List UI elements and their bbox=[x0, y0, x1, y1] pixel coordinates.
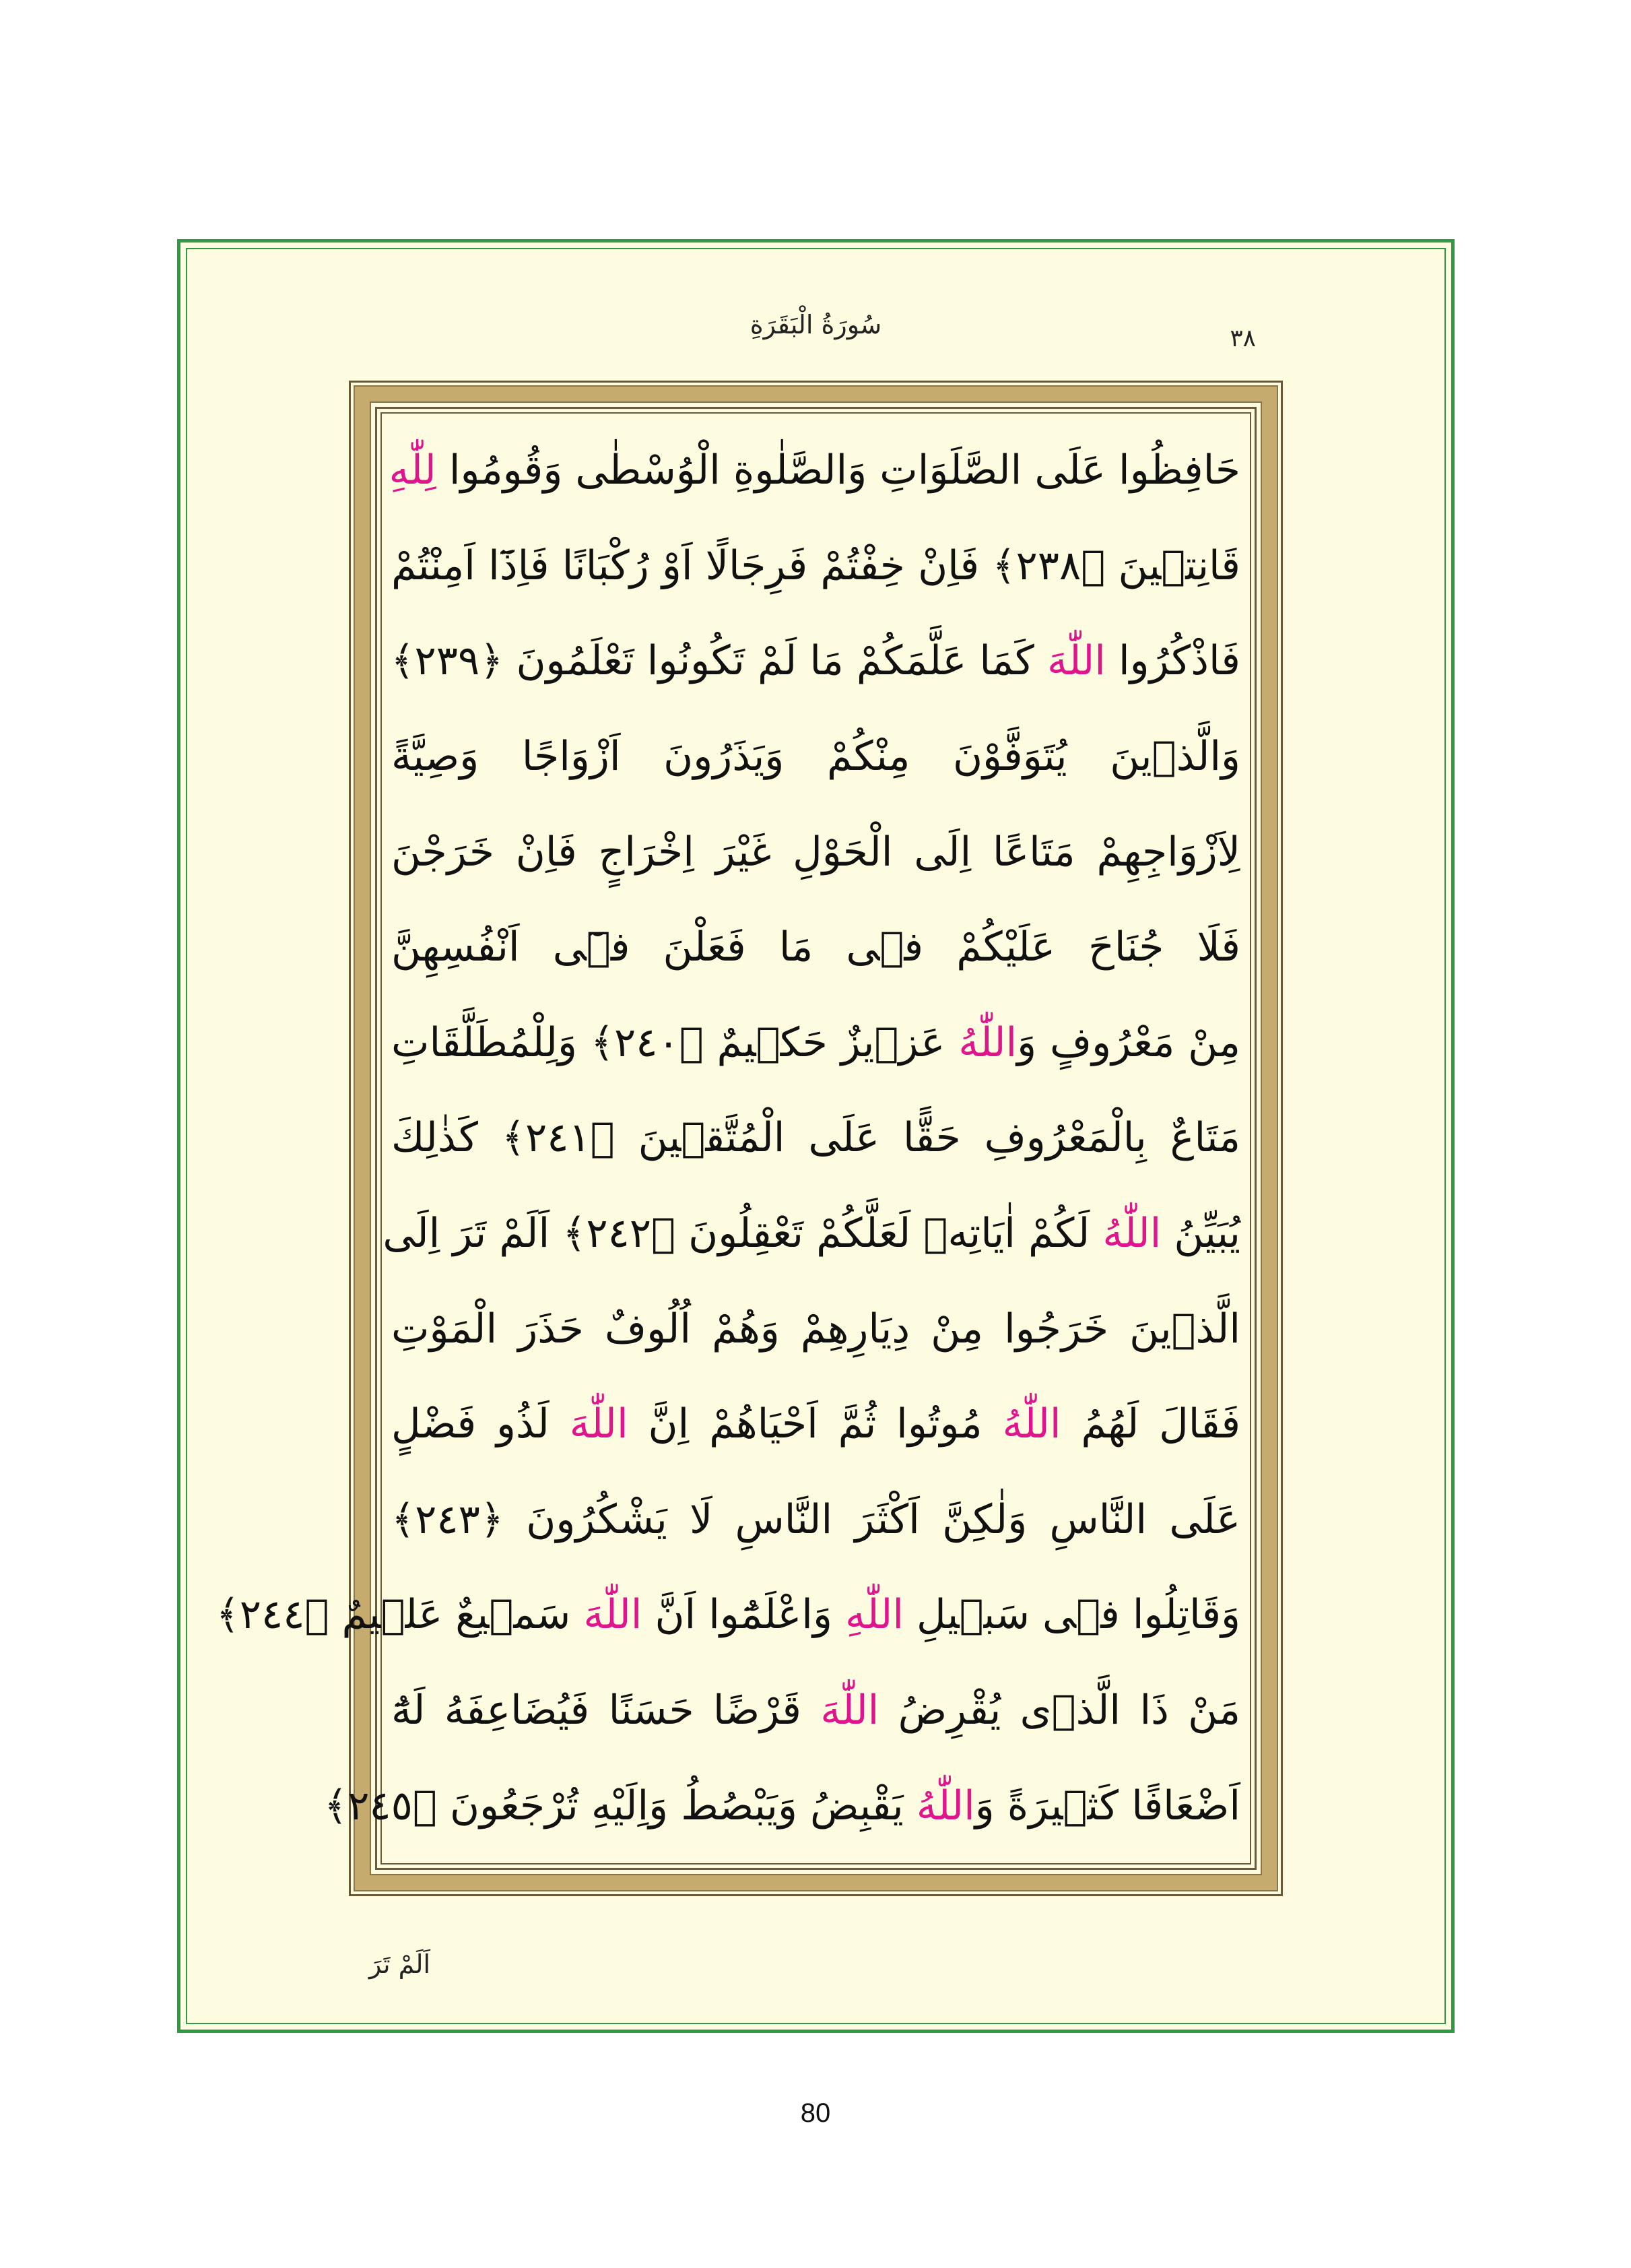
book-page-number: 80 bbox=[800, 2098, 831, 2128]
divine-name: اللّٰهَ bbox=[569, 1400, 628, 1448]
divine-name: اللّٰهُ bbox=[1102, 1210, 1162, 1258]
verse-line: حَافِظُوا عَلَى الصَّلَوَاتِ وَالصَّلٰوةِ الْوُسْطٰى وَقُومُوا لِلّٰهِ bbox=[389, 447, 1240, 494]
verse-line: مِنْ مَعْرُوفٍ وَاللّٰهُ عَزٖيزٌ حَكٖيمٌ ﴿٢٤٠﴾ وَلِلْمُطَلَّقَاتِ bbox=[391, 1018, 1240, 1066]
verse-line: يُبَيِّنُ اللّٰهُ لَكُمْ اٰيَاتِهٖ لَعَلَّكُمْ تَعْقِلُونَ ﴿٢٤٢﴾ اَلَمْ تَرَ اِلَى bbox=[382, 1210, 1240, 1258]
divine-name: اللّٰهُ bbox=[916, 1782, 975, 1829]
catchword: اَلَمْ تَرَ bbox=[369, 1949, 431, 1979]
verse-line: وَالَّذٖينَ يُتَوَفَّوْنَ مِنْكُمْ وَيَذَرُونَ اَزْوَاجًا وَصِيَّةً bbox=[391, 733, 1240, 781]
verse-line: فَاذْكُرُوا اللّٰهَ كَمَا عَلَّمَكُمْ مَا لَمْ تَكُونُوا تَعْلَمُونَ ﴿٢٣٩﴾ bbox=[391, 637, 1240, 685]
verse-line: لِاَزْوَاجِهِمْ مَتَاعًا اِلَى الْحَوْلِ غَيْرَ اِخْرَاجٍ فَاِنْ خَرَجْنَ bbox=[391, 828, 1240, 876]
verse-line: مَنْ ذَا الَّذٖى يُقْرِضُ اللّٰهَ قَرْضًا حَسَنًا فَيُضَاعِفَهُ لَهُٓ bbox=[391, 1687, 1240, 1735]
page-header bbox=[180, 310, 1451, 364]
divine-name: اللّٰهِ bbox=[845, 1591, 904, 1639]
divine-name: اللّٰهُ bbox=[958, 1018, 1018, 1066]
verse-lines bbox=[215, 423, 1241, 1854]
page-frame bbox=[177, 239, 1455, 2033]
verse-line: فَلَا جُنَاحَ عَلَيْكُمْ فٖى مَا فَعَلْنَ فٖٓى اَنْفُسِهِنَّ bbox=[391, 924, 1240, 971]
divine-name: اللّٰهَ bbox=[583, 1591, 642, 1639]
surah-title: سُورَةُ الْبَقَرَةِ bbox=[750, 310, 882, 339]
divine-name: اللّٰهَ bbox=[1046, 637, 1106, 685]
verse-line: فَقَالَ لَهُمُ اللّٰهُ مُوتُوا ثُمَّ اَحْيَاهُمْ اِنَّ اللّٰهَ لَذُو فَضْلٍ bbox=[391, 1400, 1241, 1448]
divine-name: اللّٰهَ bbox=[820, 1687, 879, 1735]
verse-line: مَتَاعٌ بِالْمَعْرُوفِ حَقًّا عَلَى الْمُتَّقٖينَ ﴿٢٤١﴾ كَذٰلِكَ bbox=[391, 1114, 1240, 1162]
mushaf-page-number: ٣٨ bbox=[1230, 325, 1256, 352]
verse-line: عَلَى النَّاسِ وَلٰكِنَّ اَكْثَرَ النَّاسِ لَا يَشْكُرُونَ ﴿٢٤٣﴾ bbox=[391, 1495, 1240, 1543]
verse-line: قَانِتٖينَ ﴿٢٣٨﴾ فَاِنْ خِفْتُمْ فَرِجَالًا اَوْ رُكْبَانًا فَاِذَٓا اَمِنْتُمْ bbox=[391, 542, 1240, 589]
divine-name: اللّٰهُ bbox=[1002, 1400, 1061, 1448]
verse-line: الَّذٖينَ خَرَجُوا مِنْ دِيَارِهِمْ وَهُمْ اُلُوفٌ حَذَرَ الْمَوْتِ bbox=[391, 1305, 1240, 1353]
text-frame bbox=[215, 381, 1283, 1896]
verse-line: اَضْعَافًا كَثٖيرَةً وَاللّٰهُ يَقْبِضُ وَيَبْصُطُ وَاِلَيْهِ تُرْجَعُونَ ﴿٢٤٥﴾ bbox=[324, 1782, 1240, 1829]
divine-name: لِلّٰهِ bbox=[389, 447, 436, 494]
verse-line: وَقَاتِلُوا فٖى سَبٖيلِ اللّٰهِ وَاعْلَمُٓوا اَنَّ اللّٰهَ سَمٖيعٌ عَلٖيمٌ ﴿٢٤٤﴾ bbox=[215, 1591, 1240, 1639]
